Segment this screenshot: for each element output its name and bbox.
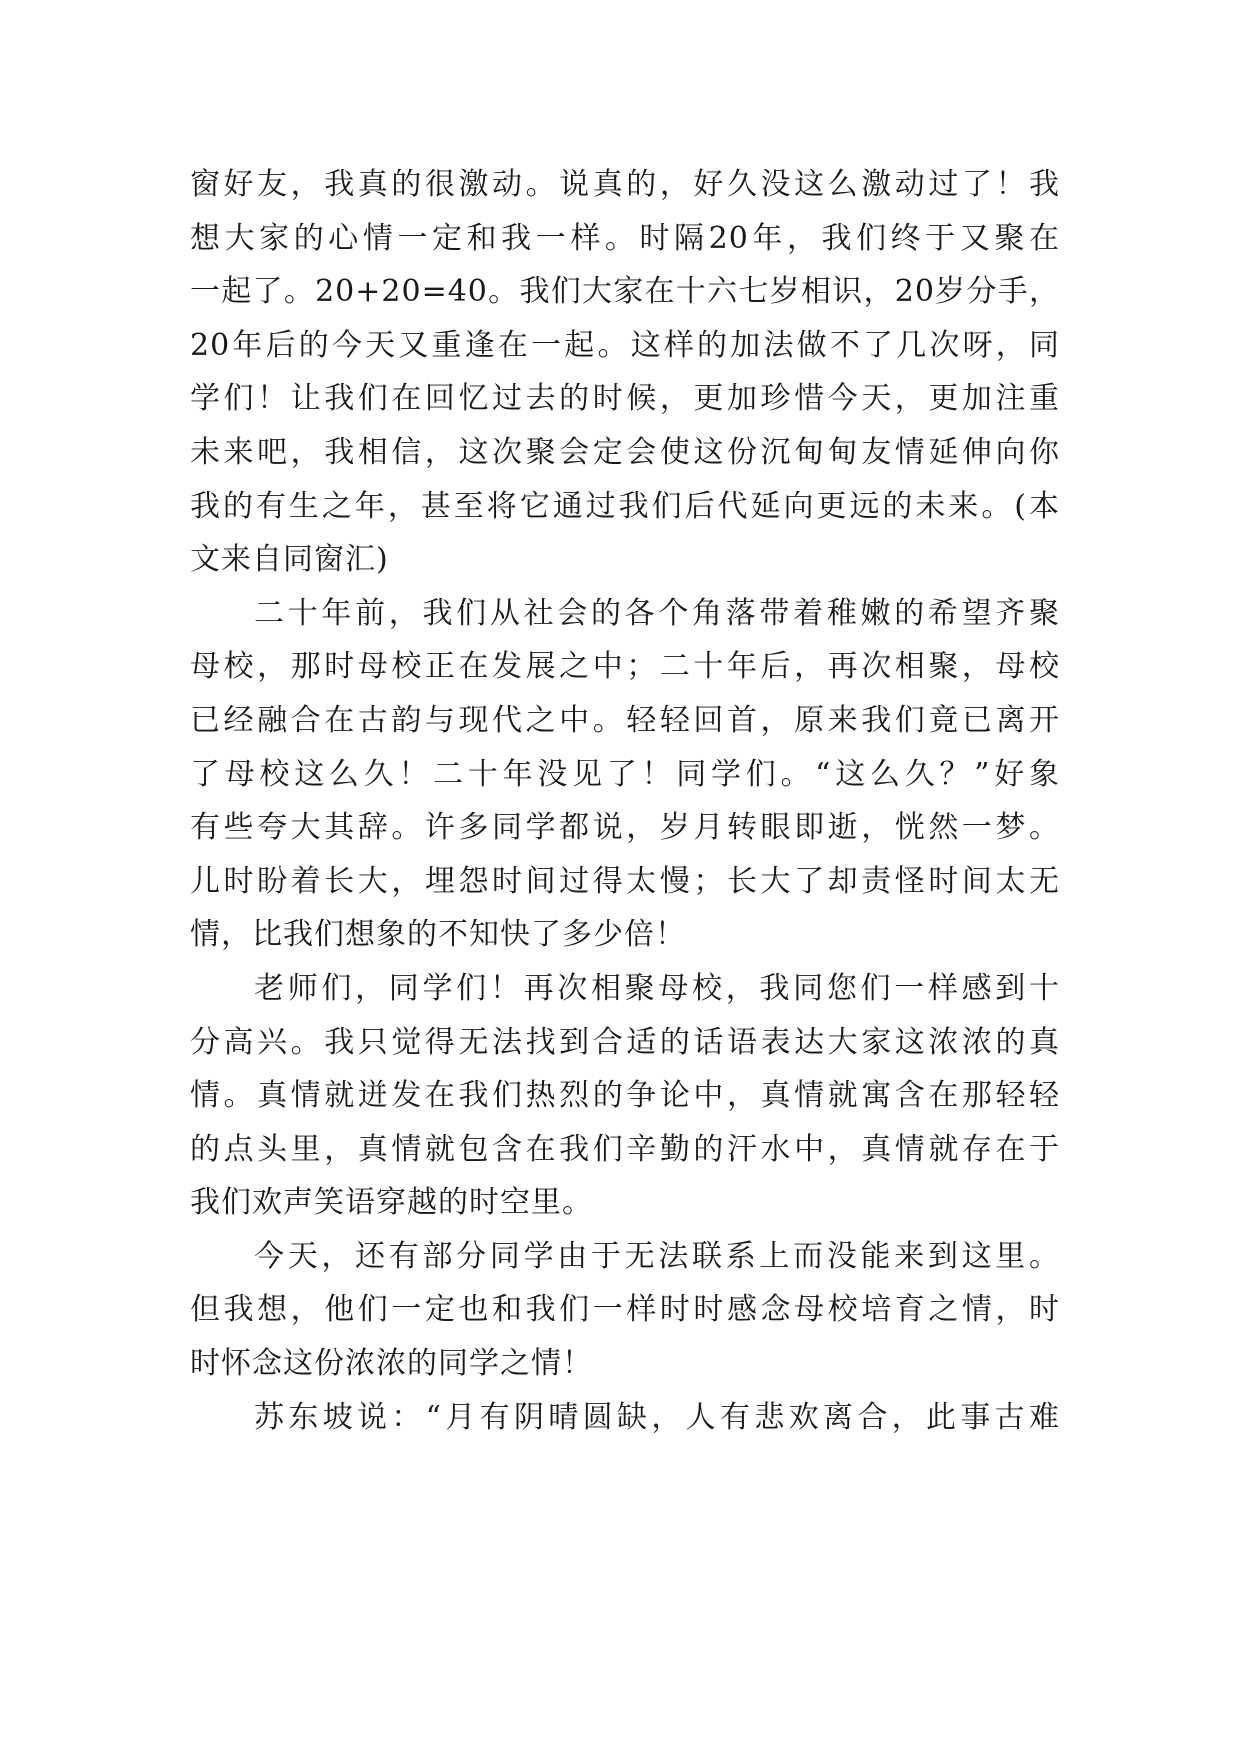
paragraph-1-line-3: 一起了。20+20=40。我们大家在十六七岁相识，20岁分手， (190, 274, 1060, 310)
paragraph-2-line-1: 二十年前，我们从社会的各个角落带着稚嫩的希望齐聚 (254, 595, 1060, 631)
paragraph-3-line-2: 分高兴。我只觉得无法找到合适的话语表达大家这浓浓的真 (190, 1024, 1060, 1060)
paragraph-3-line-4: 的点头里，真情就包含在我们辛勤的汗水中，真情就存在于 (190, 1131, 1060, 1167)
paragraph-5-line-1: 苏东坡说：“月有阴晴圆缺，人有悲欢离合，此事古难 (254, 1399, 1060, 1435)
paragraph-2-line-3: 已经融合在古韵与现代之中。轻轻回首，原来我们竟已离开 (190, 702, 1060, 738)
paragraph-4-line-2: 但我想，他们一定也和我们一样时时感念母校培育之情，时 (190, 1292, 1060, 1328)
paragraph-3-line-1: 老师们，同学们！再次相聚母校，我同您们一样感到十 (254, 970, 1060, 1006)
document-body (190, 158, 1060, 1444)
paragraph-2-line-5: 有些夸大其辞。许多同学都说，岁月转眼即逝，恍然一梦。 (190, 810, 1060, 846)
paragraph-2-line-2: 母校，那时母校正在发展之中；二十年后，再次相聚，母校 (190, 649, 1060, 685)
paragraph-4-line-3: 时怀念这份浓浓的同学之情！ (190, 1346, 593, 1382)
paragraph-1-line-7: 我的有生之年，甚至将它通过我们后代延向更远的未来。(本 (190, 488, 1060, 524)
paragraph-3-line-3: 情。真情就迸发在我们热烈的争论中，真情就寓含在那轻轻 (190, 1078, 1060, 1114)
paragraph-1-line-6: 未来吧，我相信，这次聚会定会使这份沉甸甸友情延伸向你 (190, 434, 1060, 470)
paragraph-2-line-4: 了母校这么久！二十年没见了！同学们。“这么久？”好象 (190, 756, 1060, 792)
paragraph-4-line-1: 今天，还有部分同学由于无法联系上而没能来到这里。 (254, 1238, 1060, 1274)
paragraph-2-line-7: 情，比我们想象的不知快了多少倍！ (190, 917, 686, 953)
paragraph-1-line-2: 想大家的心情一定和我一样。时隔20年，我们终于又聚在 (190, 220, 1060, 256)
paragraph-1-line-8: 文来自同窗汇) (190, 542, 389, 578)
paragraph-1-line-5: 学们！让我们在回忆过去的时候，更加珍惜今天，更加注重 (190, 381, 1060, 417)
paragraph-3-line-5: 我们欢声笑语穿越的时空里。 (190, 1185, 593, 1221)
paragraph-2-line-6: 儿时盼着长大，埋怨时间过得太慢；长大了却责怪时间太无 (190, 863, 1060, 899)
paragraph-1-line-1: 窗好友，我真的很激动。说真的，好久没这么激动过了！我 (190, 167, 1060, 202)
paragraph-1-line-4: 20年后的今天又重逢在一起。这样的加法做不了几次呀，同 (190, 327, 1060, 363)
